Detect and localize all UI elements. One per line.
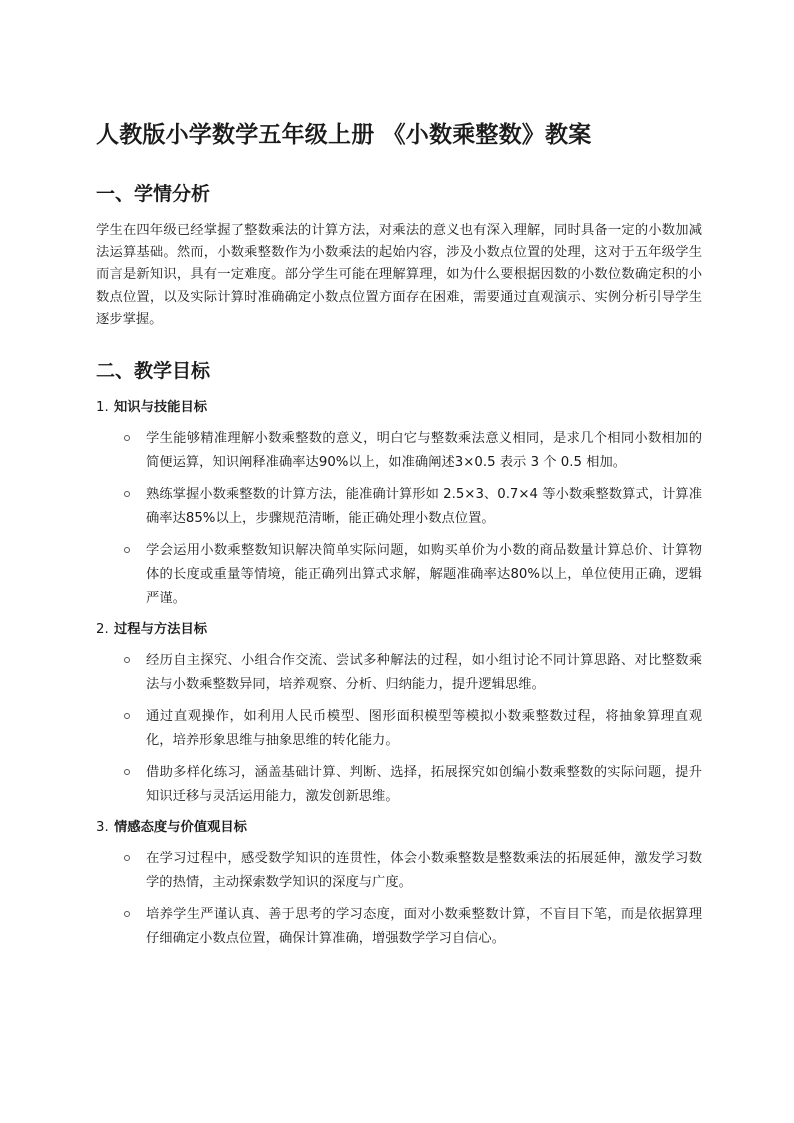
objective-items: [96, 847, 702, 951]
bullet-icon: [124, 657, 130, 663]
list-item: [96, 539, 702, 611]
objective-title-text: 知识与技能目标: [114, 400, 208, 416]
bullet-icon: [124, 855, 130, 861]
objectives-list: [96, 397, 702, 951]
document-title: 人教版小学数学五年级上册 《小数乘整数》教案: [96, 122, 592, 148]
objective-title-text: 过程与方法目标: [114, 622, 208, 638]
objective-group-process: [96, 619, 702, 809]
section-heading-objectives: 二、教学目标: [96, 360, 211, 383]
objective-items: [96, 649, 702, 809]
section-paragraph-analysis: 学生在四年级已经掌握了整数乘法的计算方法，对乘法的意义也有深入理解，同时具备一定的小数加减法运算基础。然而，小数乘整数作为小数乘法的起始内容，涉及小数点位置的处理，这对于五年级学生而言是新知识，具有一定难度。部分学生可能在理解算理，如为什么要根据因数的小数位数确定积的小数点位置，以及实际计算时准确确定小数点位置方面存在困难，需要通过直观演示、实例分析引导学生逐步掌握。: [96, 223, 702, 327]
bullet-icon: [124, 435, 130, 441]
objective-items: [96, 427, 702, 611]
section-heading-analysis: 一、学情分析: [96, 183, 211, 205]
list-item-text: 学生能够精准理解小数乘整数的意义，明白它与整数乘法意义相同，是求几个相同小数相加的简便运算，知识阐释准确率达90%以上，如准确阐述3×0.5 表示 3 个 0.5 相加。: [146, 431, 702, 471]
objective-group-title: [96, 397, 702, 419]
objective-title-text: 情感态度与价值观目标: [114, 820, 247, 836]
objective-number: 1.: [96, 400, 109, 416]
objective-group-attitude: [96, 817, 702, 951]
list-item: [96, 705, 702, 753]
bullet-icon: [124, 769, 130, 775]
list-item-text: 借助多样化练习，涵盖基础计算、判断、选择，拓展探究如创编小数乘整数的实际问题，提升知识迁移与灵活运用能力，激发创新思维。: [146, 765, 702, 805]
list-item-text: 熟练掌握小数乘整数的计算方法，能准确计算形如 2.5×3、0.7×4 等小数乘整数算式，计算准确率达85%以上，步骤规范清晰，能正确处理小数点位置。: [146, 487, 702, 527]
list-item: [96, 761, 702, 809]
list-item: [96, 649, 702, 697]
objective-number: 2.: [96, 622, 109, 638]
list-item: [96, 903, 702, 951]
list-item-text: 在学习过程中，感受数学知识的连贯性，体会小数乘整数是整数乘法的拓展延伸，激发学习数学的热情，主动探索数学知识的深度与广度。: [146, 851, 702, 891]
bullet-icon: [124, 547, 130, 553]
list-item-text: 培养学生严谨认真、善于思考的学习态度，面对小数乘整数计算，不盲目下笔，而是依据算理仔细确定小数点位置，确保计算准确，增强数学学习自信心。: [146, 907, 702, 947]
bullet-icon: [124, 491, 130, 497]
list-item-text: 学会运用小数乘整数知识解决简单实际问题，如购买单价为小数的商品数量计算总价、计算物体的长度或重量等情境，能正确列出算式求解，解题准确率达80%以上，单位使用正确，逻辑严谨。: [146, 543, 702, 607]
list-item: [96, 483, 702, 531]
list-item: [96, 847, 702, 895]
objective-group-title: [96, 619, 702, 641]
objective-group-title: [96, 817, 702, 839]
bullet-icon: [124, 713, 130, 719]
objective-number: 3.: [96, 820, 109, 836]
bullet-icon: [124, 911, 130, 917]
objective-group-knowledge: [96, 397, 702, 611]
list-item-text: 经历自主探究、小组合作交流、尝试多种解法的过程，如小组讨论不同计算思路、对比整数乘法与小数乘整数异同，培养观察、分析、归纳能力，提升逻辑思维。: [146, 653, 702, 693]
document-page: [96, 118, 702, 959]
list-item: [96, 427, 702, 475]
list-item-text: 通过直观操作，如利用人民币模型、图形面积模型等模拟小数乘整数过程，将抽象算理直观化，培养形象思维与抽象思维的转化能力。: [146, 709, 702, 749]
